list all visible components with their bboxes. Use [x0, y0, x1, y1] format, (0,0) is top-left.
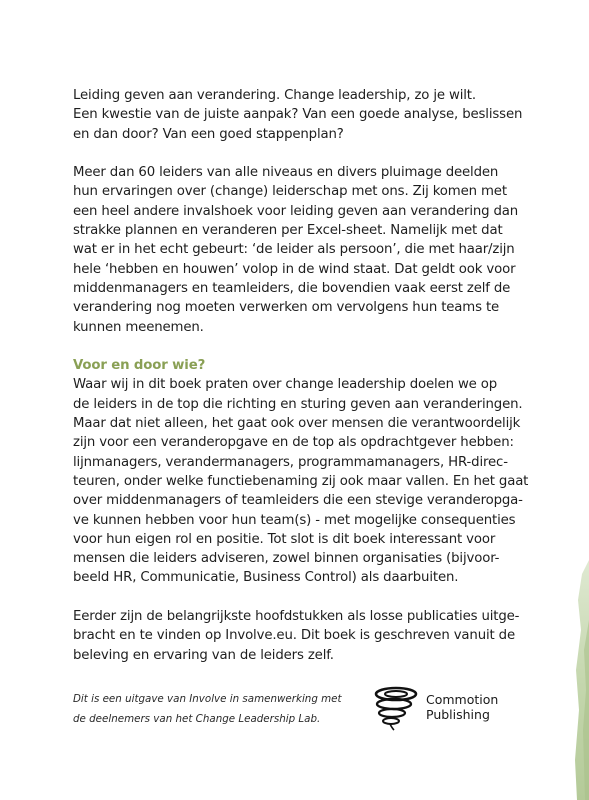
text-line: strakke plannen en veranderen per Excel-sheet. Namelijk met dat: [73, 223, 503, 239]
text-line: wat er in het echt gebeurt: ‘de leider als persoon’, die met haar/zijn: [73, 242, 515, 258]
leaders-paragraph: [73, 163, 519, 337]
text-line: ve kunnen hebben voor hun team(s) - met mogelijke consequenties: [73, 512, 516, 528]
text-line: mensen die leiders adviseren, zowel binnen organisaties (bijvoor-: [73, 551, 500, 567]
text-line: Meer dan 60 leiders van alle niveaus en divers pluimage deelden: [73, 165, 499, 181]
text-line: beleving en ervaring van de leiders zelf.: [73, 647, 334, 663]
text-line: voor hun eigen rol en positie. Tot slot is dit boek interessant voor: [73, 531, 496, 547]
text-line: teuren, onder welke functiebenaming zij ook maar vallen. En het gaat: [73, 473, 529, 489]
colophon-line: de deelnemers van het Change Leadership Lab.: [73, 712, 321, 725]
text-line: middenmanagers en teamleiders, die bovendien vaak eerst zelf de: [73, 280, 511, 296]
colophon-line: Dit is een uitgave van Involve in samenwerking met: [73, 693, 342, 705]
publisher-name: [426, 692, 498, 722]
text-line: hun ervaringen over (change) leiderschap met ons. Zij komen met: [73, 184, 507, 200]
swirl-logo-icon: [372, 684, 428, 734]
text-line: kunnen meenemen.: [73, 319, 204, 335]
text-line: een heel andere invalshoek voor leiding geven aan verandering dan: [73, 203, 519, 219]
text-line: hele ‘hebben en houwen’ volop in de wind staat. Dat geldt ook voor: [73, 261, 516, 277]
text-line: bracht en te vinden op Involve.eu. Dit boek is geschreven vanuit de: [73, 628, 515, 644]
text-line: Maar dat niet alleen, het gaat ook over mensen die verantwoordelijk: [73, 416, 521, 432]
publisher-name-line: Commotion: [426, 692, 499, 707]
intro-paragraph: [73, 86, 523, 144]
text-line: Leiding geven aan verandering. Change leadership, zo je wilt.: [73, 88, 476, 103]
publisher-name-line: Publishing: [426, 707, 490, 722]
text-line: lijnmanagers, verandermanagers, programmamanagers, HR-direc-: [73, 454, 508, 470]
publication-paragraph: [73, 607, 520, 665]
body-text: [73, 86, 529, 684]
audience-paragraph: [73, 356, 529, 588]
text-line: verandering nog moeten verwerken om vervolgens hun teams te: [73, 300, 500, 316]
colophon-note: [73, 690, 342, 729]
text-line: Een kwestie van de juiste aanpak? Van een goede analyse, beslissen: [73, 107, 523, 123]
text-line: de leiders in de top die richting en sturing geven aan veranderingen.: [73, 396, 523, 412]
text-line: en dan door? Van een goed stappenplan?: [73, 126, 344, 142]
text-line: Eerder zijn de belangrijkste hoofdstukken als losse publicaties uitge-: [73, 609, 520, 625]
section-heading: Voor en door wie?: [73, 358, 206, 374]
text-line: Waar wij in dit boek praten over change leadership doelen we op: [73, 377, 498, 393]
text-line: over middenmanagers of teamleiders die een stevige veranderopga-: [73, 493, 523, 509]
text-line: zijn voor een veranderopgave en de top als opdrachtgever hebben:: [73, 435, 514, 451]
text-line: beeld HR, Communicatie, Business Control) als daarbuiten.: [73, 570, 459, 586]
landscape-decoration: [572, 560, 589, 800]
